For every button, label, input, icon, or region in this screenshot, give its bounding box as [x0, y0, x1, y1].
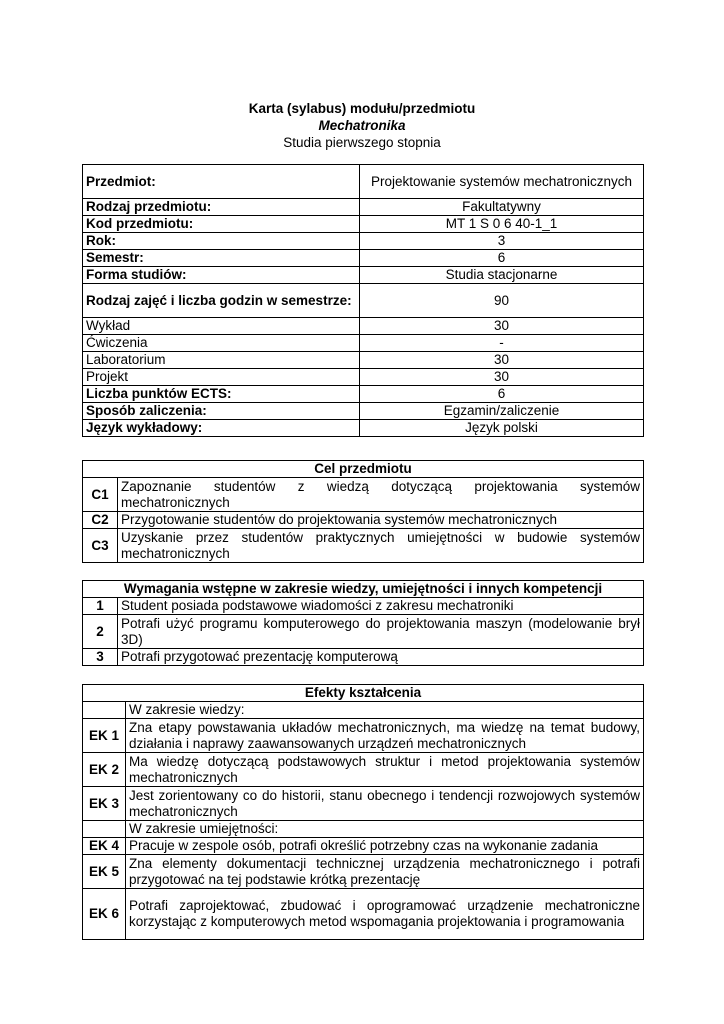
info-row: [83, 386, 644, 403]
info-label: Sposób zaliczenia:: [83, 403, 360, 420]
goal-row: [83, 512, 644, 529]
requirements-table: [82, 580, 644, 666]
outcome-row: [83, 753, 644, 787]
info-label: Forma studiów:: [83, 267, 360, 284]
outcome-text: Pracuje w zespole osób, potrafi określić potrzebny czas na wykonanie zadania: [126, 838, 644, 855]
info-value: -: [360, 335, 644, 352]
info-value: 30: [360, 369, 644, 386]
info-label: Semestr:: [83, 250, 360, 267]
info-value: Egzamin/zaliczenie: [360, 403, 644, 420]
requirements-heading: Wymagania wstępne w zakresie wiedzy, umiejętności i innych kompetencji: [83, 581, 644, 598]
requirement-number: 3: [83, 649, 118, 666]
info-row: [83, 369, 644, 386]
knowledge-subheading: W zakresie wiedzy:: [126, 702, 644, 719]
requirement-text: Potrafi użyć programu komputerowego do projektowania maszyn (modelowanie brył 3D): [118, 615, 644, 649]
info-value: 30: [360, 352, 644, 369]
outcomes-heading: Efekty kształcenia: [83, 685, 644, 702]
info-row: [83, 267, 644, 284]
info-row: [83, 335, 644, 352]
info-value: MT 1 S 0 6 40-1_1: [360, 216, 644, 233]
info-label: Wykład: [83, 318, 360, 335]
study-level: Studia pierwszego stopnia: [283, 135, 441, 150]
requirement-row: [83, 598, 644, 615]
course-info-table: [82, 164, 644, 437]
info-value: Studia stacjonarne: [360, 267, 644, 284]
info-row: [83, 216, 644, 233]
outcome-code: EK 2: [83, 753, 126, 787]
goal-row: [83, 529, 644, 563]
outcome-code: EK 3: [83, 787, 126, 821]
info-label: Laboratorium: [83, 352, 360, 369]
document-header: [0, 100, 724, 151]
outcome-code: EK 6: [83, 889, 126, 940]
info-label: Kod przedmiotu:: [83, 216, 360, 233]
outcome-row: [83, 838, 644, 855]
goal-row: [83, 478, 644, 512]
outcome-row: [83, 889, 644, 940]
info-label: Rodzaj zajęć i liczba godzin w semestrze:: [83, 284, 360, 318]
outcome-row: [83, 855, 644, 889]
requirement-number: 2: [83, 615, 118, 649]
info-row: [83, 165, 644, 199]
goals-heading: Cel przedmiotu: [83, 461, 644, 478]
info-value: Fakultatywny: [360, 199, 644, 216]
info-label: Rodzaj przedmiotu:: [83, 199, 360, 216]
outcome-code: EK 5: [83, 855, 126, 889]
outcome-text: Zna etapy powstawania układów mechatronicznych, ma wiedzę na temat budowy, działania i naprawy zaawansowanych urządzeń mechatronicznych: [126, 719, 644, 753]
info-label: Rok:: [83, 233, 360, 250]
info-value: 6: [360, 386, 644, 403]
requirement-number: 1: [83, 598, 118, 615]
goal-text: Zapoznanie studentów z wiedzą dotyczącą projektowania systemów mechatronicznych: [118, 478, 644, 512]
goal-code: C1: [83, 478, 118, 512]
requirement-row: [83, 615, 644, 649]
outcome-code: EK 4: [83, 838, 126, 855]
info-row: [83, 352, 644, 369]
info-row: [83, 284, 644, 318]
info-value: 6: [360, 250, 644, 267]
info-label: Język wykładowy:: [83, 420, 360, 437]
outcome-text: Zna elementy dokumentacji technicznej urządzenia mechatronicznego i potrafi przygotować na tej podstawie krótką prezentację: [126, 855, 644, 889]
outcome-spacer-cell: [83, 821, 126, 838]
goal-code: C2: [83, 512, 118, 529]
info-label: Projekt: [83, 369, 360, 386]
info-label: Liczba punktów ECTS:: [83, 386, 360, 403]
info-row: [83, 233, 644, 250]
info-row: [83, 250, 644, 267]
info-value: Projektowanie systemów mechatronicznych: [360, 165, 644, 199]
goal-code: C3: [83, 529, 118, 563]
info-value: Język polski: [360, 420, 644, 437]
field-of-study: Mechatronika: [318, 118, 406, 133]
info-value: 30: [360, 318, 644, 335]
info-row: [83, 420, 644, 437]
outcome-text: Ma wiedzę dotyczącą podstawowych struktur i metod projektowania systemów mechatronicznych: [126, 753, 644, 787]
outcome-text: Potrafi zaprojektować, zbudować i oprogramować urządzenie mechatroniczne korzystając z komputerowych metod wspomagania projektowania i programowania: [126, 889, 644, 940]
outcome-row: [83, 787, 644, 821]
outcome-row: [83, 719, 644, 753]
goal-text: Uzyskanie przez studentów praktycznych umiejętności w budowie systemów mechatronicznych: [118, 529, 644, 563]
goals-table: [82, 460, 644, 563]
outcome-code: EK 1: [83, 719, 126, 753]
goal-text: Przygotowanie studentów do projektowania systemów mechatronicznych: [118, 512, 644, 529]
info-label: Przedmiot:: [83, 165, 360, 199]
outcome-text: Jest zorientowany co do historii, stanu obecnego i tendencji rozwojowych systemów mechatronicznych: [126, 787, 644, 821]
info-value: 3: [360, 233, 644, 250]
info-value: 90: [360, 284, 644, 318]
info-row: [83, 199, 644, 216]
document-title: Karta (sylabus) modułu/przedmiotu: [248, 101, 476, 116]
outcome-spacer-cell: [83, 702, 126, 719]
info-row: [83, 318, 644, 335]
info-row: [83, 403, 644, 420]
info-label: Ćwiczenia: [83, 335, 360, 352]
requirement-row: [83, 649, 644, 666]
requirement-text: Potrafi przygotować prezentację komputerową: [118, 649, 644, 666]
requirement-text: Student posiada podstawowe wiadomości z zakresu mechatroniki: [118, 598, 644, 615]
skills-subheading: W zakresie umiejętności:: [126, 821, 644, 838]
outcomes-table: [82, 684, 644, 940]
